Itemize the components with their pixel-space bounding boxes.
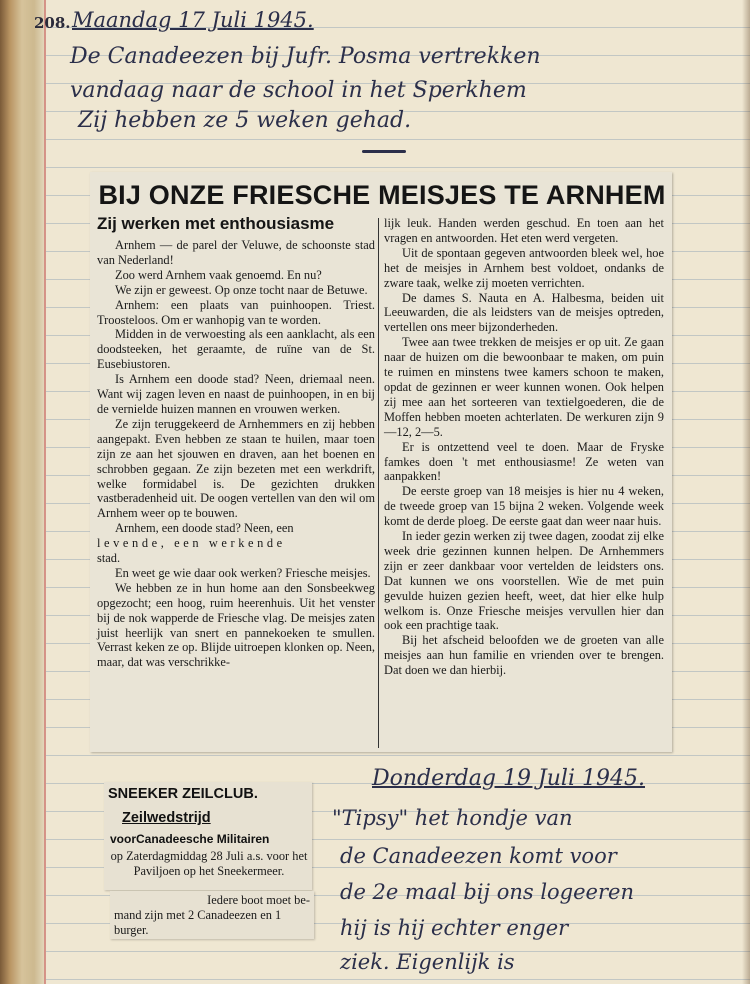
article-left-column — [97, 238, 375, 670]
notice-clipping — [104, 782, 312, 890]
paragraph: Ze zijn teruggekeerd de Arnhemmers en zij hebben aangepakt. Even hebben ze staan te huilen, maar toen zijn ze aan het sjouwen en draven, aan het boenen en schrobben gegaan. Ze zijn bezeten met een werkdrift, welke formidabel is. De gezichten drukken vastberadenheid uit. De oogen vertellen van den wil om Arnhem weer op te bouwen. — [97, 416, 375, 521]
divider-mark — [362, 150, 406, 153]
entry1-line: Zij hebben ze 5 weken gehad. — [78, 108, 412, 133]
paragraph-continuation: stad. — [97, 551, 121, 566]
notice-extra-clipping — [110, 891, 314, 939]
paragraph: Er is ontzettend veel te doen. Maar de Fryske famkes doen 't met enthousiasme! Ze weten van aanpakken! — [384, 439, 664, 484]
paragraph: Uit de spontaan gegeven antwoorden bleek wel, hoe het de meisjes in Arnhem best voldoet, ondanks de zware taak, welke zij moeten verrichten. — [384, 245, 664, 290]
paragraph: De eerste groep van 18 meisjes is hier nu 4 weken, de tweede groep van 15 bijna 2 weken. Volgende week komt de derde ploeg. De eerste gaat dan weer naar huis. — [384, 484, 664, 529]
article-headline: BIJ ONZE FRIESCHE MEISJES TE ARNHEM — [98, 180, 666, 210]
notice-subtitle-2: voorCanadeesche Militairen — [110, 832, 270, 846]
paragraph: Bij het afscheid beloofden we de groeten van alle meisjes aan hun familie en vrienden over te brengen. Dat doen we dan hierbij. — [384, 633, 664, 678]
entry2-line: de Canadeezen komt voor — [340, 844, 617, 868]
notice-extra — [114, 893, 310, 937]
article-right-column — [384, 216, 664, 678]
paragraph: Midden in de verwoesting als een aanklacht, als een doodsteeken, het geraamte, de ruïne van de St. Eusebiustoren. — [97, 327, 375, 372]
notice-title: SNEEKER ZEILCLUB. — [108, 786, 258, 802]
paragraph: In ieder gezin werken zij twee dagen, zoodat zij elke week drie gezinnen kunnen helpen. De Arnhemmers zijn er zeer dankbaar voor vertelden de leidsters ons. Dat kunnen we ons voorstellen. Wie de met puin gevulde huizen gezien heeft, weet, dat hier elke hulp welkom is. Onze Friesche meisjes vervullen hier dan ook een prachtige taak. — [384, 529, 664, 633]
entry1-line: De Canadeezen bij Jufr. Posma vertrekken — [70, 44, 541, 69]
paragraph: En weet ge wie daar ook werken? Friesche meisjes. — [115, 565, 371, 580]
notice-extra-rest: mand zijn met 2 Canadeezen en 1 burger. — [114, 907, 282, 937]
notice-extra-line: Iedere boot moet be- — [207, 893, 310, 907]
paragraph: Arnhem — de parel der Veluwe, de schoonste stad van Nederland! — [97, 238, 375, 267]
entry2-line: de 2e maal bij ons logeeren — [340, 880, 634, 904]
paragraph: We hebben ze in hun home aan den Sonsbeekweg opgezocht; een hoog, ruim heerenhuis. Uit het venster bij de nok wapperde de Friesche vlag. De meisjes zaten juist heerlijk van snert en pannekoeken te smullen. Verrast keken ze op. Blijde uitroepen klonken op. Neen, maar, dat was verschrikke- — [97, 580, 375, 670]
entry1-line: vandaag naar de school in het Sperkhem — [70, 78, 527, 103]
margin-line — [44, 0, 46, 984]
entry2-line: ziek. Eigenlijk is — [340, 950, 515, 974]
paragraph: Is Arnhem een doode stad? Neen, driemaal neen. Want wij zagen leven en naast de puinhoopen, in en bij de vernielde huizen mannen en vrouwen werken. — [97, 372, 375, 416]
page-number: 208. — [34, 14, 71, 32]
spaced-text: levende, een werkende — [97, 536, 286, 551]
paragraph-continuation: lijk leuk. Handen werden geschud. En toen aan het vragen en antwoorden. Het eten werd vergeten. — [384, 216, 664, 245]
entry2-date: Donderdag 19 Juli 1945. — [372, 766, 645, 791]
entry1-date: Maandag 17 Juli 1945. — [72, 8, 314, 32]
entry2-line: hij is hij echter enger — [340, 916, 569, 940]
newspaper-clipping — [90, 172, 672, 752]
paragraph: Arnhem: een plaats van puinhoopen. Triest. Troosteloos. Om er wanhopig van te worden. — [97, 297, 375, 327]
book-spine — [0, 0, 46, 984]
notice-subtitle: Zeilwedstrijd — [122, 810, 211, 826]
paragraph: Arnhem, een doode stad? Neen, een — [115, 521, 294, 536]
paragraph: Zoo werd Arnhem vaak genoemd. En nu? — [115, 267, 322, 282]
paragraph: Twee aan twee trekken de meisjes er op uit. Ze gaan naar de huizen om die bewoonbaar te maken, om puin te ruimen en minstens twee kamers schoon te maken, opdat de gezinnen er weer kunnen wonen. Ook helpen zij mee aan het sorteeren van textielgoederen, die de Moffen hebben moeten achterlaten. De werkuren zijn 9—12, 2—5. — [384, 335, 664, 439]
entry2-line: "Tipsy" het hondje van — [332, 806, 573, 830]
paragraph: De dames S. Nauta en A. Halbesma, beiden uit Leeuwarden, die als leidsters van de meisjes optreden, vertellen ons meer bijzonderheden. — [384, 290, 664, 335]
notice-body: op Zaterdagmiddag 28 Juli a.s. voor het Paviljoen op het Sneekermeer. — [110, 849, 308, 878]
page-edge — [742, 0, 750, 984]
article-subhead: Zij werken met enthousiasme — [97, 214, 335, 233]
paragraph: We zijn er geweest. Op onze tocht naar de Betuwe. — [115, 282, 368, 297]
column-rule — [378, 218, 379, 748]
